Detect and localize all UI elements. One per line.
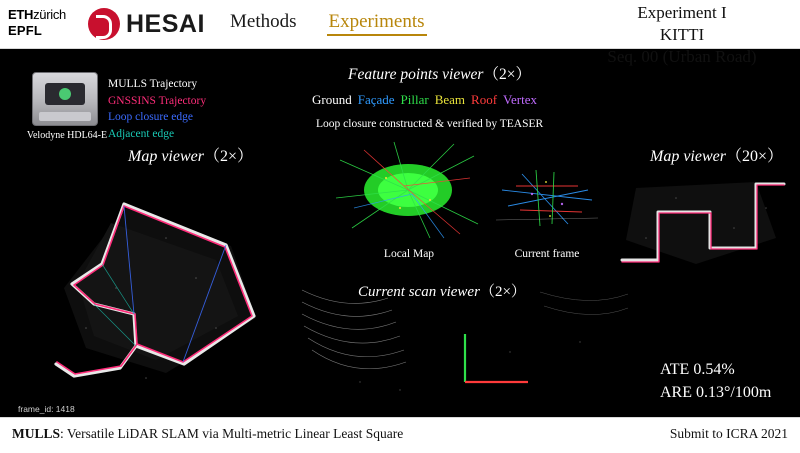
metric-are: ARE 0.13°/100m	[660, 384, 772, 402]
metric-ate: ATE 0.54%	[660, 361, 735, 378]
feature-legend-facade: Façade	[357, 92, 395, 107]
current-scan-viewer-text: Current scan viewer	[358, 284, 480, 300]
current-scan-canvas	[300, 282, 630, 404]
hesai-logo-text: HESAI	[126, 9, 205, 38]
map-viewer-trajectory-right[interactable]	[606, 168, 794, 278]
left-map-viewer-zoom: （2×）	[203, 148, 254, 165]
legend-item-gnssins-trajectory: GNSSINS Trajectory	[108, 94, 207, 107]
feature-class-legend	[312, 92, 543, 108]
left-map-viewer-label	[128, 143, 253, 166]
feature-legend-vertex: Vertex	[503, 92, 537, 107]
frame-id-label: frame_id: 1418	[18, 404, 75, 414]
sensor-caption: Velodyne HDL64-E	[26, 130, 108, 141]
header-bar	[0, 0, 800, 66]
local-map-caption: Local Map	[383, 248, 435, 260]
feature-legend-roof: Roof	[471, 92, 498, 107]
accuracy-metrics	[660, 358, 771, 404]
hesai-logo	[88, 7, 213, 41]
eth-logo-bold: ETH	[8, 7, 34, 22]
feature-points-viewer-zoom: （2×）	[483, 66, 531, 83]
page-title-line2: KITTI	[659, 24, 705, 44]
trajectory-canvas-right	[606, 168, 794, 278]
current-scan-viewer[interactable]	[300, 282, 630, 404]
current-frame-caption: Current frame	[514, 248, 580, 260]
feature-legend-ground: Ground	[312, 92, 352, 107]
footer-submission-note: Submit to ICRA 2021	[669, 426, 788, 441]
footer-paper-title	[12, 426, 403, 442]
page-title	[572, 2, 792, 67]
footer-bar	[0, 417, 800, 453]
page-title-line1: Experiment I	[637, 3, 727, 22]
legend-item-loop-closure-edge: Loop closure edge	[108, 111, 193, 124]
footer-title-rest: : Versatile LiDAR SLAM via Multi-metric Linear Least Square	[60, 426, 404, 441]
legend-item-adjacent-edge: Adjacent edge	[108, 128, 175, 141]
feature-legend-pillar: Pillar	[400, 92, 429, 107]
section-nav	[228, 10, 427, 36]
left-map-viewer-text: Map viewer	[128, 148, 204, 165]
current-frame-viewer[interactable]	[492, 160, 602, 238]
lidar-lens	[45, 83, 85, 105]
nav-item-methods[interactable]: Methods	[230, 11, 297, 32]
trajectory-canvas-left	[16, 168, 306, 400]
current-scan-viewer-zoom: （2×）	[479, 284, 526, 300]
point-cloud-haze-right	[626, 182, 776, 264]
local-map-viewer[interactable]	[334, 138, 484, 243]
footer-title-bold: MULLS	[12, 426, 61, 441]
legend-item-mulls-trajectory: MULLS Trajectory	[108, 78, 198, 90]
right-map-viewer-zoom: （20×）	[725, 148, 784, 165]
map-viewer-trajectory-left[interactable]	[16, 168, 306, 400]
nav-item-experiments[interactable]: Experiments	[327, 10, 427, 36]
hesai-mark-icon	[88, 8, 120, 40]
local-map-canvas	[334, 138, 484, 243]
lidar-base	[39, 112, 91, 121]
teaser-loop-closure-note: Loop closure constructed & verified by TEASER	[316, 118, 544, 130]
trajectory-legend	[108, 76, 206, 143]
page-title-line3: Seq. 00 (Urban Road)	[607, 46, 757, 66]
current-frame-canvas	[492, 160, 602, 238]
feature-points-viewer-title	[348, 62, 531, 84]
epfl-logo-text: EPFL	[8, 23, 43, 38]
eth-logo-light: zürich	[33, 7, 66, 22]
feature-legend-beam: Beam	[434, 92, 466, 107]
lidar-sensor-image	[32, 72, 98, 126]
feature-points-viewer-text: Feature points viewer	[348, 66, 484, 83]
point-cloud-haze	[64, 208, 256, 373]
right-map-viewer-text: Map viewer	[650, 148, 726, 165]
eth-zurich-logo	[8, 8, 80, 42]
right-map-viewer-label	[650, 143, 783, 166]
